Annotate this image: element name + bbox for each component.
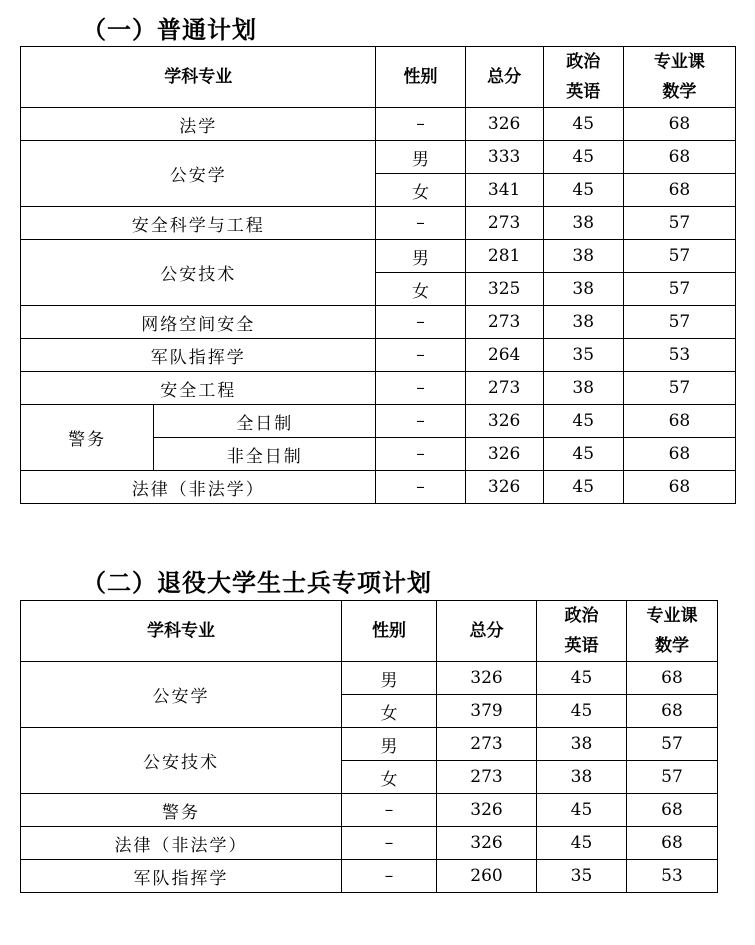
table-row — [21, 794, 718, 827]
politics-cell: 38 — [537, 728, 627, 761]
total-cell: 333 — [465, 141, 543, 174]
professional-cell: 68 — [627, 662, 718, 695]
gender-cell: 女 — [376, 174, 465, 207]
header-politics-label: 政治 — [566, 52, 601, 72]
table-row — [21, 339, 736, 372]
politics-cell: 45 — [537, 695, 627, 728]
header-english-label: 英语 — [566, 82, 601, 102]
professional-cell: 57 — [623, 306, 735, 339]
total-cell: 326 — [465, 438, 543, 471]
professional-cell: 68 — [627, 827, 718, 860]
politics-cell: 45 — [537, 827, 627, 860]
gender-cell: 男 — [342, 662, 437, 695]
section-1-title: （一）普通计划 — [82, 16, 257, 44]
subcategory-cell: 全日制 — [154, 405, 376, 438]
gender-cell: 男 — [342, 728, 437, 761]
total-cell: 273 — [465, 306, 543, 339]
gender-cell: 女 — [376, 273, 465, 306]
header-politics-label: 政治 — [564, 606, 599, 626]
subject-cell: 公安技术 — [21, 728, 342, 794]
general-plan-table — [20, 46, 736, 504]
total-cell: 341 — [465, 174, 543, 207]
header-professional-math — [623, 47, 735, 108]
gender-cell: – — [376, 207, 465, 240]
section-2-title: （二）退役大学生士兵专项计划 — [82, 569, 432, 597]
subject-cell: 法学 — [21, 108, 376, 141]
professional-cell: 68 — [623, 141, 735, 174]
table-row — [21, 662, 718, 695]
politics-cell: 38 — [543, 306, 623, 339]
total-cell: 326 — [465, 108, 543, 141]
gender-cell: – — [376, 471, 465, 504]
politics-cell: 45 — [543, 141, 623, 174]
professional-cell: 57 — [623, 207, 735, 240]
total-cell: 273 — [465, 207, 543, 240]
gender-cell: – — [376, 405, 465, 438]
professional-cell: 68 — [623, 174, 735, 207]
header-professional-math — [627, 601, 718, 662]
subject-cell: 法律（非法学） — [21, 471, 376, 504]
politics-cell: 45 — [543, 108, 623, 141]
header-politics-english — [537, 601, 627, 662]
total-cell: 273 — [465, 372, 543, 405]
subject-cell: 公安学 — [21, 662, 342, 728]
total-cell: 260 — [437, 860, 537, 893]
politics-cell: 45 — [537, 794, 627, 827]
politics-cell: 38 — [543, 207, 623, 240]
politics-cell: 45 — [543, 405, 623, 438]
header-subject: 学科专业 — [21, 601, 342, 662]
total-cell: 379 — [437, 695, 537, 728]
politics-cell: 45 — [537, 662, 627, 695]
total-cell: 326 — [437, 827, 537, 860]
header-politics-english — [543, 47, 623, 108]
professional-cell: 57 — [623, 372, 735, 405]
politics-cell: 38 — [543, 273, 623, 306]
gender-cell: – — [342, 860, 437, 893]
politics-cell: 35 — [537, 860, 627, 893]
table-row — [21, 405, 736, 438]
header-gender: 性别 — [376, 47, 465, 108]
subject-cell: 公安技术 — [21, 240, 376, 306]
table-header-row — [21, 601, 718, 662]
header-math-label: 数学 — [662, 82, 697, 102]
professional-cell: 68 — [623, 405, 735, 438]
table-header-row — [21, 47, 736, 108]
politics-cell: 45 — [543, 438, 623, 471]
gender-cell: 男 — [376, 141, 465, 174]
professional-cell: 57 — [623, 240, 735, 273]
total-cell: 326 — [465, 405, 543, 438]
professional-cell: 68 — [627, 794, 718, 827]
professional-cell: 68 — [627, 695, 718, 728]
table-row — [21, 207, 736, 240]
table-row — [21, 860, 718, 893]
total-cell: 281 — [465, 240, 543, 273]
header-english-label: 英语 — [564, 636, 599, 656]
subject-cell: 警务 — [21, 405, 154, 471]
table-row — [21, 108, 736, 141]
gender-cell: – — [376, 339, 465, 372]
subject-cell: 军队指挥学 — [21, 339, 376, 372]
politics-cell: 38 — [543, 372, 623, 405]
professional-cell: 57 — [627, 728, 718, 761]
total-cell: 326 — [465, 471, 543, 504]
gender-cell: – — [376, 438, 465, 471]
politics-cell: 38 — [537, 761, 627, 794]
total-cell: 325 — [465, 273, 543, 306]
total-cell: 326 — [437, 794, 537, 827]
gender-cell: – — [376, 372, 465, 405]
table-row — [21, 827, 718, 860]
subject-cell: 警务 — [21, 794, 342, 827]
politics-cell: 45 — [543, 174, 623, 207]
professional-cell: 68 — [623, 438, 735, 471]
header-total: 总分 — [437, 601, 537, 662]
professional-cell: 53 — [627, 860, 718, 893]
professional-cell: 68 — [623, 108, 735, 141]
header-professional-label: 专业课 — [653, 52, 705, 72]
politics-cell: 35 — [543, 339, 623, 372]
total-cell: 326 — [437, 662, 537, 695]
table-row — [21, 471, 736, 504]
subcategory-cell: 非全日制 — [154, 438, 376, 471]
politics-cell: 38 — [543, 240, 623, 273]
total-cell: 273 — [437, 728, 537, 761]
politics-cell: 45 — [543, 471, 623, 504]
table-row — [21, 306, 736, 339]
subject-cell: 安全科学与工程 — [21, 207, 376, 240]
professional-cell: 53 — [623, 339, 735, 372]
header-subject: 学科专业 — [21, 47, 376, 108]
header-total: 总分 — [465, 47, 543, 108]
gender-cell: 女 — [342, 695, 437, 728]
table-row — [21, 141, 736, 174]
subject-cell: 网络空间安全 — [21, 306, 376, 339]
gender-cell: 男 — [376, 240, 465, 273]
header-gender: 性别 — [342, 601, 437, 662]
total-cell: 264 — [465, 339, 543, 372]
veteran-plan-table — [20, 600, 718, 893]
gender-cell: – — [376, 108, 465, 141]
gender-cell: – — [342, 827, 437, 860]
professional-cell: 57 — [623, 273, 735, 306]
professional-cell: 68 — [623, 471, 735, 504]
header-professional-label: 专业课 — [646, 606, 698, 626]
table-row — [21, 372, 736, 405]
table-row — [21, 240, 736, 273]
subject-cell: 军队指挥学 — [21, 860, 342, 893]
gender-cell: – — [376, 306, 465, 339]
subject-cell: 安全工程 — [21, 372, 376, 405]
subject-cell: 公安学 — [21, 141, 376, 207]
total-cell: 273 — [437, 761, 537, 794]
subject-cell: 法律（非法学） — [21, 827, 342, 860]
professional-cell: 57 — [627, 761, 718, 794]
gender-cell: 女 — [342, 761, 437, 794]
header-math-label: 数学 — [655, 636, 689, 656]
gender-cell: – — [342, 794, 437, 827]
table-row — [21, 728, 718, 761]
